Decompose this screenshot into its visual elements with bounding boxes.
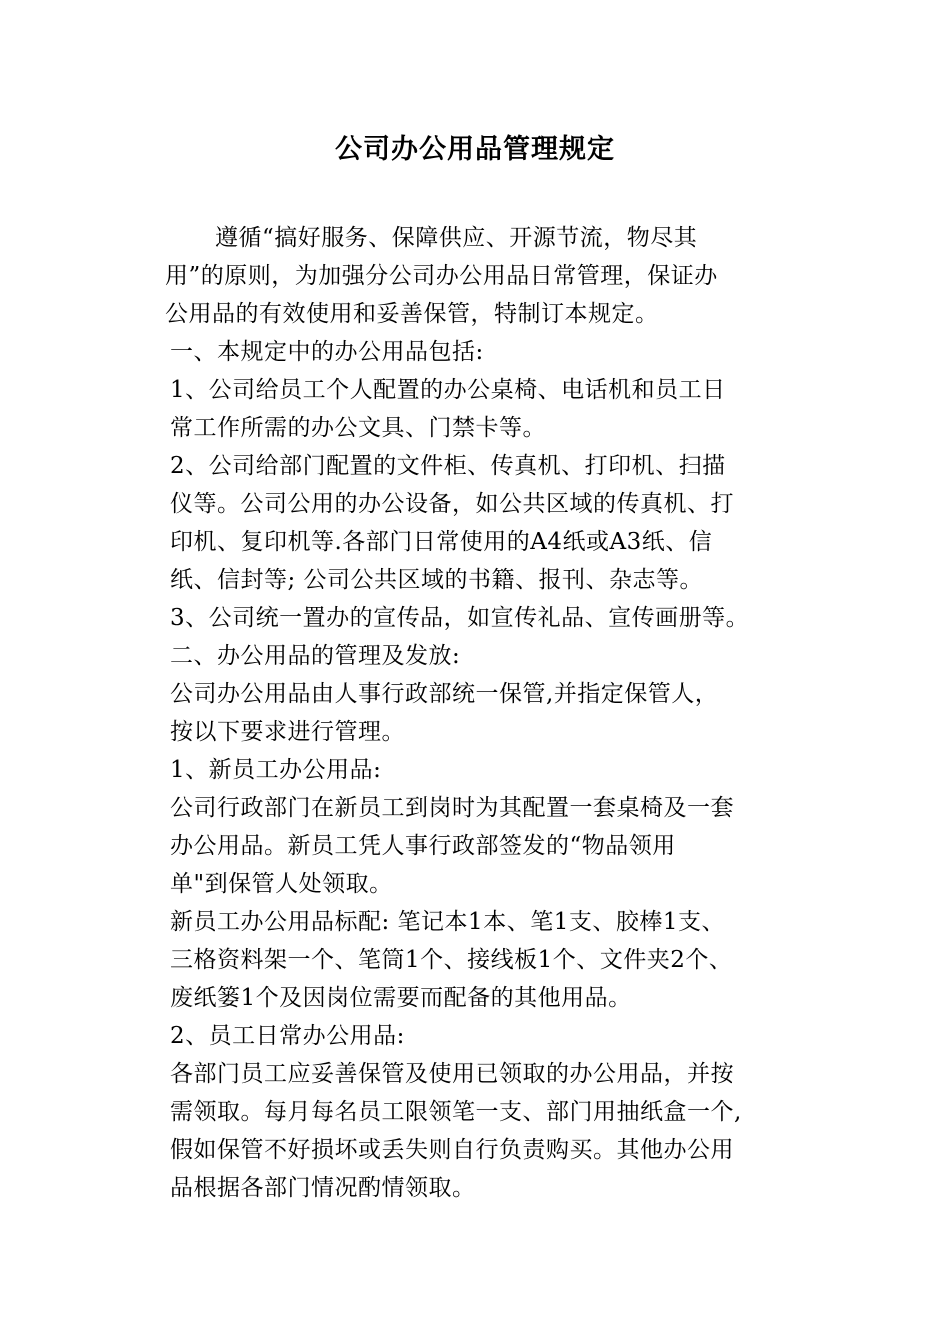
section-heading: 一、本规定中的办公用品包括: xyxy=(170,339,484,365)
text-line: 废纸篓1个及因岗位需要而配备的其他用品。 xyxy=(170,985,632,1011)
text-line: 各部门员工应妥善保管及使用已领取的办公用品，并按 xyxy=(170,1061,734,1087)
text-line: 公用品的有效使用和妥善保管，特制订本规定。 xyxy=(165,301,659,327)
text-line: 假如保管不好损坏或丢失则自行负责购买。其他办公用 xyxy=(170,1137,734,1163)
text-line: 3、公司统一置办的宣传品，如宣传礼品、宣传画册等。 xyxy=(170,605,750,631)
text-line: 印机、复印机等.各部门日常使用的A4纸或A3纸、信 xyxy=(170,529,713,555)
subsection-heading: 1、新员工办公用品: xyxy=(170,757,382,783)
text-line: 2、公司给部门配置的文件柜、传真机、打印机、扫描 xyxy=(170,453,726,479)
text-line: 用”的原则，为加强分公司办公用品日常管理，保证办 xyxy=(165,263,718,289)
section-heading: 二、办公用品的管理及发放: xyxy=(170,643,461,669)
text-line: 三格资料架一个、笔筒1个、接线板1个、文件夹2个、 xyxy=(170,947,733,973)
text-line: 仪等。公司公用的办公设备，如公共区域的传真机、打 xyxy=(170,491,734,517)
document-title: 公司办公用品管理规定 xyxy=(335,134,615,165)
text-line: 办公用品。新员工凭人事行政部签发的“物品领用 xyxy=(170,833,676,859)
text-line: 1、公司给员工个人配置的办公桌椅、电话机和员工日 xyxy=(170,377,726,403)
text-line: 常工作所需的办公文具、门禁卡等。 xyxy=(170,415,546,441)
subsection-heading: 2、员工日常办公用品: xyxy=(170,1023,405,1049)
text-line: 按以下要求进行管理。 xyxy=(170,719,405,745)
text-line: 新员工办公用品标配: 笔记本1本、笔1支、胶棒1支、 xyxy=(170,909,725,935)
text-line: 公司办公用品由人事行政部统一保管,并指定保管人， xyxy=(170,681,719,707)
text-line: 遵循“搞好服务、保障供应、开源节流，物尽其 xyxy=(215,225,698,251)
text-line: 公司行政部门在新员工到岗时为其配置一套桌椅及一套 xyxy=(170,795,734,821)
text-line: 品根据各部门情况酌情领取。 xyxy=(170,1175,476,1201)
text-line: 需领取。每月每名员工限领笔一支、部门用抽纸盒一个, xyxy=(170,1099,742,1125)
text-line: 纸、信封等; 公司公共区域的书籍、报刊、杂志等。 xyxy=(170,567,704,593)
text-line: 单"到保管人处领取。 xyxy=(170,871,393,897)
